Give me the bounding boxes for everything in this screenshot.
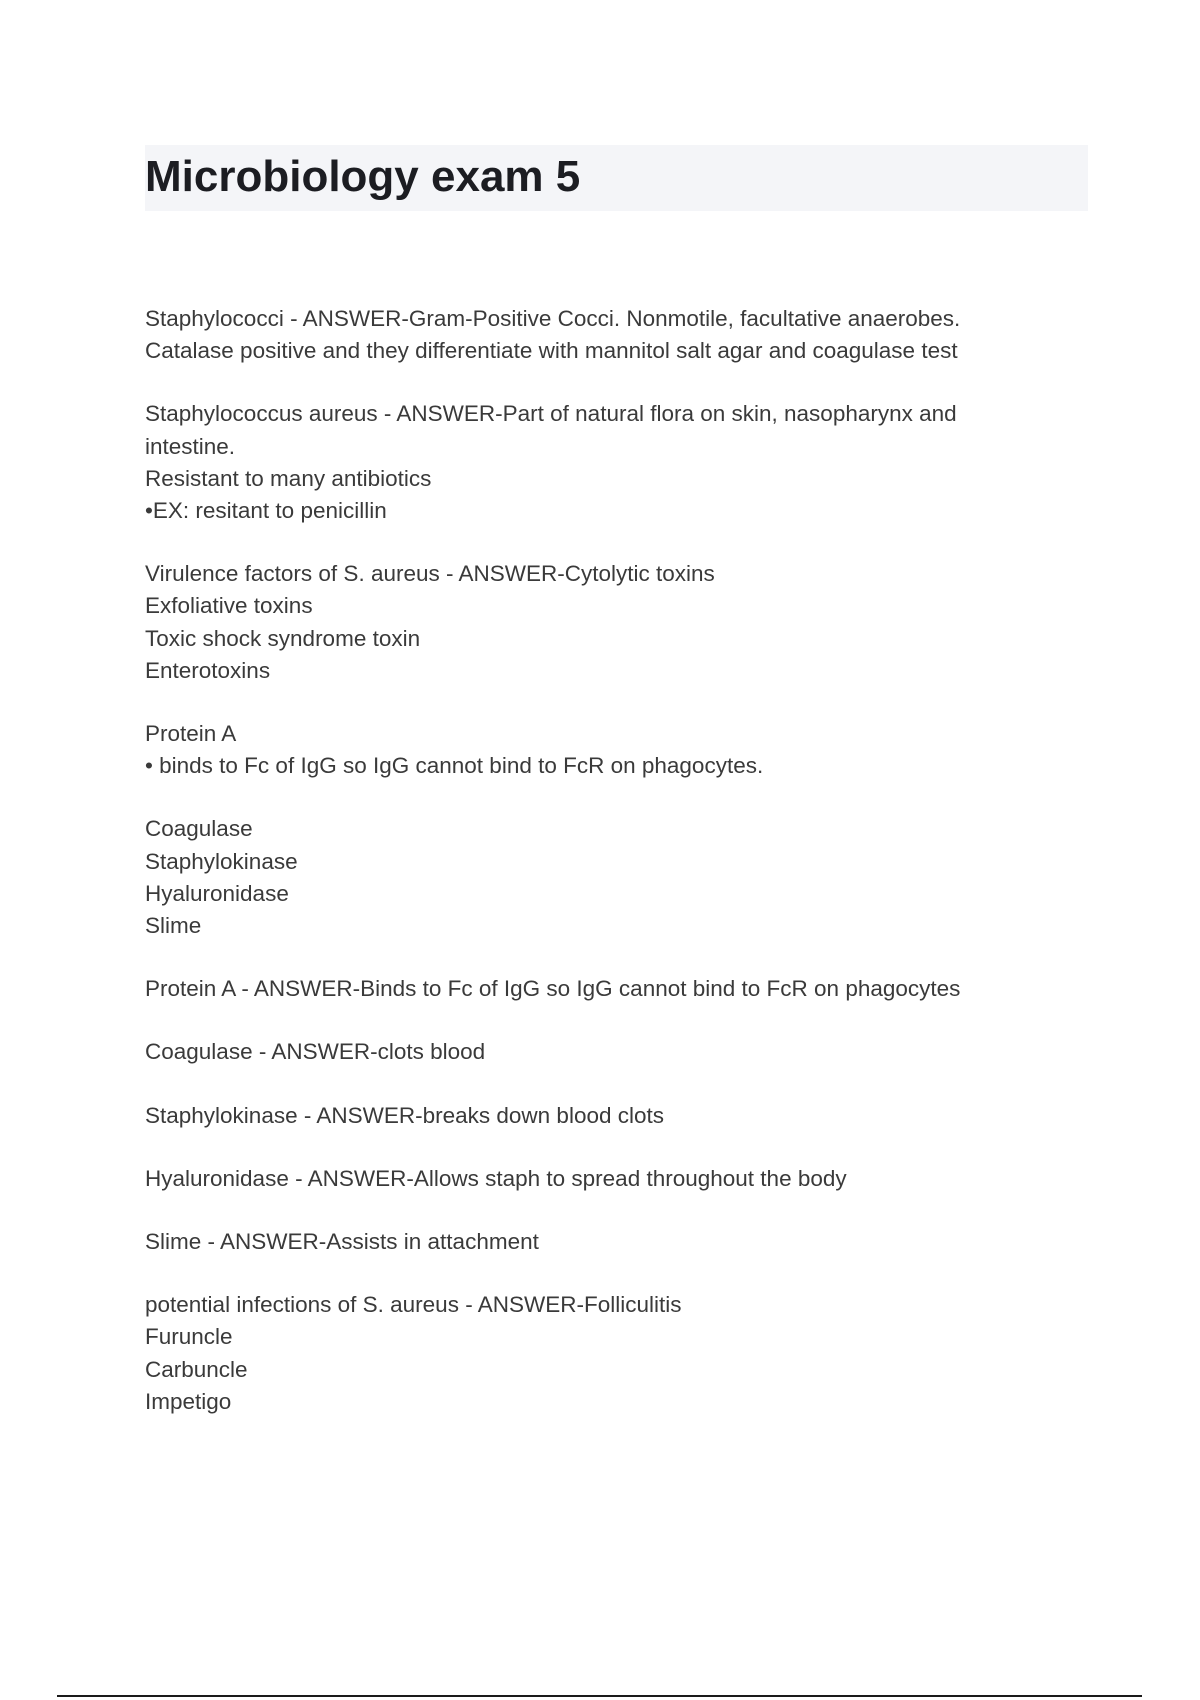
entry-question-line: Coagulase: [145, 816, 253, 842]
entry-question-line: Staphylokinase - ANSWER-breaks down blood clots: [145, 1102, 664, 1128]
entry-answer-line: Resistant to many antibiotics: [145, 465, 432, 491]
entry-answer-line: Impetigo: [145, 1388, 232, 1414]
qa-entry: [145, 973, 1095, 1005]
document-body: [145, 303, 1095, 1449]
page-title: Microbiology exam 5: [145, 152, 581, 201]
entry-question-line: Slime - ANSWER-Assists in attachment: [145, 1229, 539, 1255]
qa-entry: [145, 1163, 1095, 1195]
entry-answer-line: Toxic shock syndrome toxin: [145, 625, 421, 651]
footer-divider: [57, 1695, 1142, 1697]
entry-answer-line: •EX: resitant to penicillin: [145, 498, 387, 524]
qa-entry: [145, 1036, 1095, 1068]
qa-entry: [145, 398, 1095, 527]
title-banner: [145, 145, 1088, 211]
qa-entry: [145, 303, 1095, 367]
entry-answer-line: Catalase positive and they differentiate with mannitol salt agar and coagulase test: [145, 338, 958, 364]
entry-question-line: Virulence factors of S. aureus - ANSWER-Cytolytic toxins: [145, 561, 715, 587]
qa-entry: [145, 718, 1095, 782]
entry-question-line: Protein A - ANSWER-Binds to Fc of IgG so IgG cannot bind to FcR on phagocytes: [145, 976, 961, 1002]
qa-entry: [145, 813, 1095, 942]
entry-answer-line: Carbuncle: [145, 1356, 248, 1382]
entry-answer-line: Slime: [145, 913, 202, 939]
entry-answer-line: Exfoliative toxins: [145, 593, 313, 619]
qa-entry: [145, 1226, 1095, 1258]
entry-answer-line: intestine.: [145, 433, 236, 459]
entry-question-line: Staphylococcus aureus - ANSWER-Part of natural flora on skin, nasopharynx and: [145, 401, 957, 427]
qa-entry: [145, 1289, 1095, 1418]
qa-entry: [145, 1100, 1095, 1132]
entry-question-line: potential infections of S. aureus - ANSWER-Folliculitis: [145, 1292, 682, 1318]
entry-answer-line: Furuncle: [145, 1324, 233, 1350]
entry-question-line: Hyaluronidase - ANSWER-Allows staph to spread throughout the body: [145, 1165, 847, 1191]
entry-question-line: Staphylococci - ANSWER-Gram-Positive Cocci. Nonmotile, facultative anaerobes.: [145, 306, 961, 331]
qa-entry: [145, 558, 1095, 687]
entry-question-line: Protein A: [145, 721, 237, 747]
entry-answer-line: Hyaluronidase: [145, 880, 289, 906]
entry-answer-line: Staphylokinase: [145, 848, 298, 874]
entry-answer-line: Enterotoxins: [145, 657, 271, 683]
entry-question-line: Coagulase - ANSWER-clots blood: [145, 1039, 486, 1065]
entry-answer-line: • binds to Fc of IgG so IgG cannot bind to FcR on phagocytes.: [145, 753, 764, 779]
